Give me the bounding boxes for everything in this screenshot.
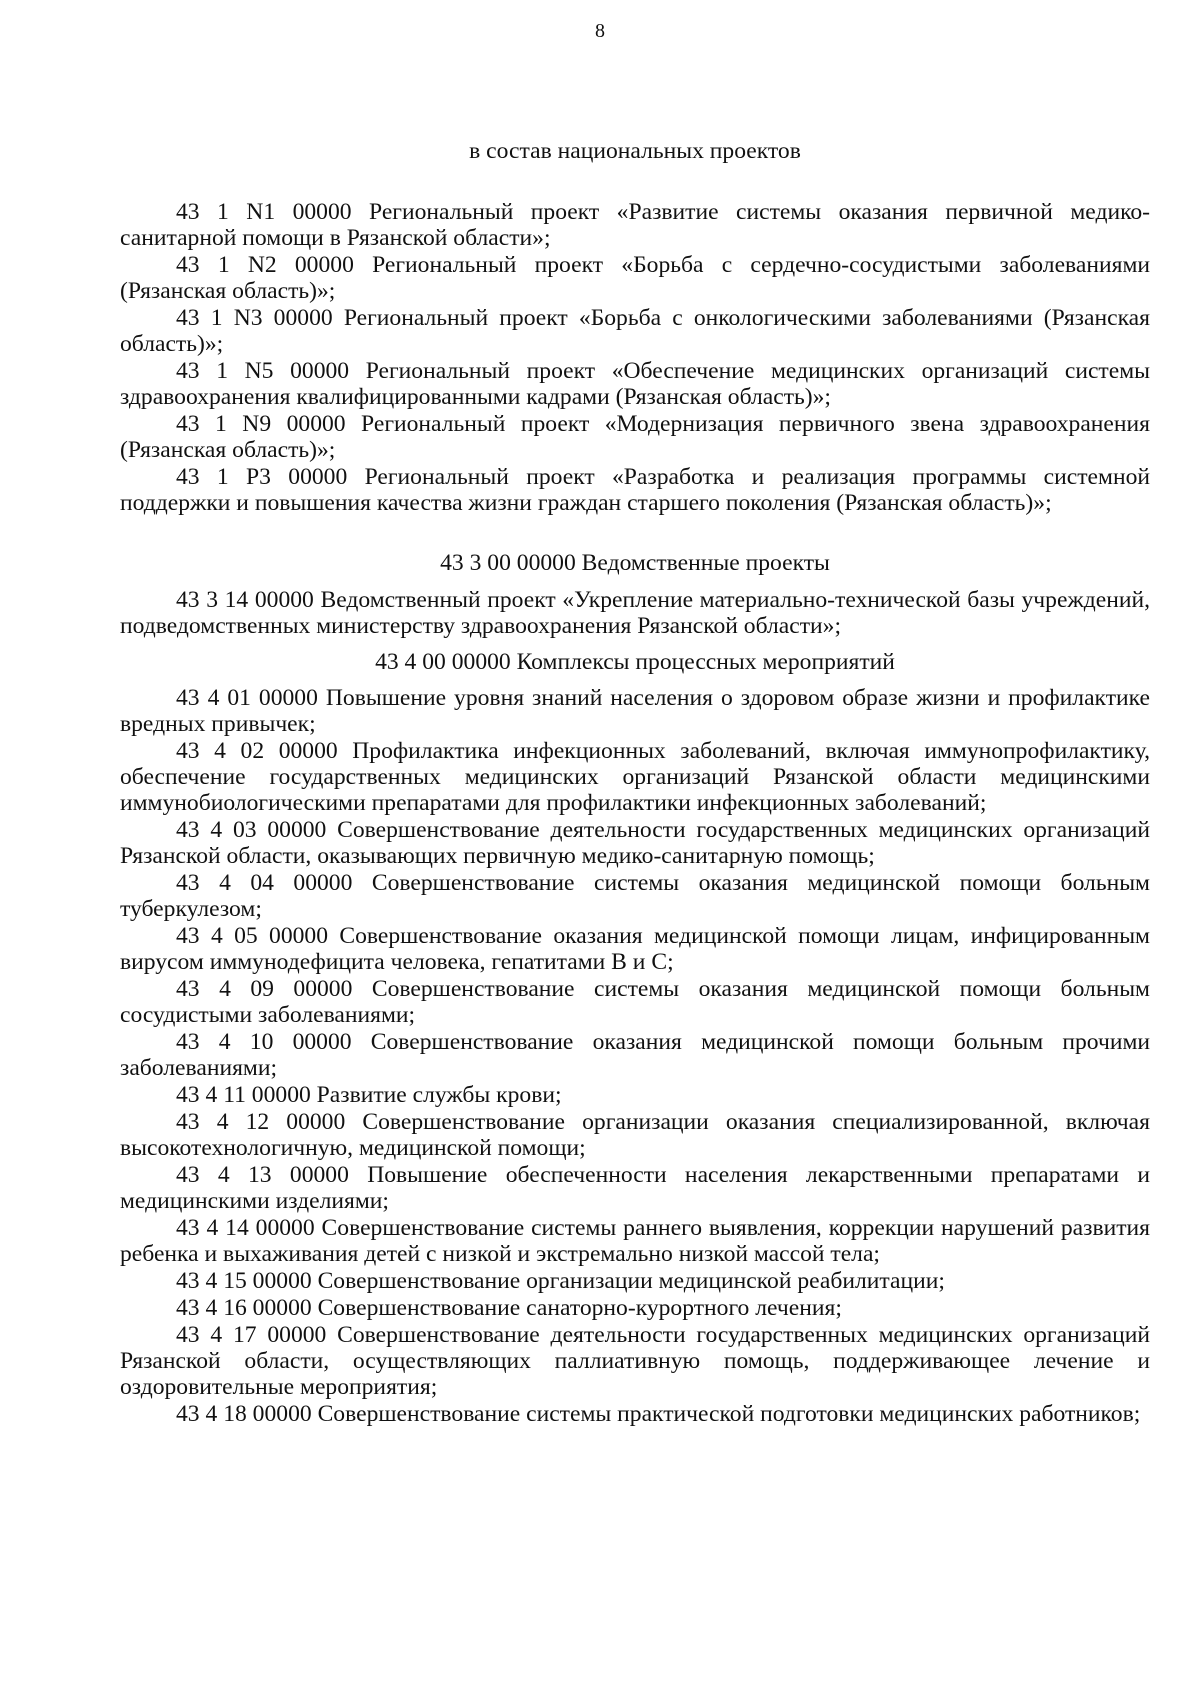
process-item: 43 4 10 00000 Совершенствование оказания медицинской помощи больным прочими заболеваниями; bbox=[120, 1029, 1150, 1081]
process-item: 43 4 18 00000 Совершенствование системы практической подготовки медицинских работников; bbox=[176, 1401, 1141, 1427]
process-item: 43 4 14 00000 Совершенствование системы раннего выявления, коррекции нарушений развития ребенка и выхаживания детей с низкой и экстремально низкой массой тела; bbox=[120, 1215, 1150, 1267]
departmental-projects-list bbox=[120, 587, 1150, 639]
process-item: 43 4 03 00000 Совершенствование деятельности государственных медицинских организаций Рязанской области, оказывающих первичную медико-санитарную помощь; bbox=[120, 817, 1150, 869]
process-item: 43 4 02 00000 Профилактика инфекционных заболеваний, включая иммунопрофилактику, обеспечение государственных медицинских организаций Рязанской области медицинскими иммунобиологическими препаратами для профилактики инфекционных заболеваний; bbox=[120, 738, 1150, 816]
national-project-item: 43 1 N9 00000 Региональный проект «Модернизация первичного звена здравоохранения (Рязанская область)»; bbox=[120, 411, 1150, 463]
national-project-item: 43 1 N3 00000 Региональный проект «Борьба с онкологическими заболеваниями (Рязанская область)»; bbox=[120, 305, 1150, 357]
process-item: 43 4 12 00000 Совершенствование организации оказания специализированной, включая высокотехнологичную, медицинской помощи; bbox=[120, 1109, 1150, 1161]
document-body bbox=[120, 138, 1150, 1428]
process-item: 43 4 11 00000 Развитие службы крови; bbox=[176, 1082, 562, 1108]
departmental-project-item: 43 3 14 00000 Ведомственный проект «Укрепление материально-технической базы учреждений, подведомственных министерству здравоохранения Рязанской области»; bbox=[120, 587, 1150, 639]
national-project-item: 43 1 P3 00000 Региональный проект «Разработка и реализация программы системной поддержки и повышения качества жизни граждан старшего поколения (Рязанская область)»; bbox=[120, 464, 1150, 516]
process-item: 43 4 09 00000 Совершенствование системы оказания медицинской помощи больным сосудистыми заболеваниями; bbox=[120, 976, 1150, 1028]
national-projects-list bbox=[120, 199, 1150, 516]
process-item: 43 4 16 00000 Совершенствование санаторно-курортного лечения; bbox=[176, 1295, 842, 1321]
national-project-item: 43 1 N5 00000 Региональный проект «Обеспечение медицинских организаций системы здравоохранения квалифицированными кадрами (Рязанская область)»; bbox=[120, 358, 1150, 410]
intro-line: в состав национальных проектов bbox=[469, 138, 801, 164]
process-measures-heading: 43 4 00 00000 Комплексы процессных мероприятий bbox=[375, 649, 895, 675]
process-item: 43 4 13 00000 Повышение обеспеченности населения лекарственными препаратами и медицинскими изделиями; bbox=[120, 1162, 1150, 1214]
process-item: 43 4 17 00000 Совершенствование деятельности государственных медицинских организаций Рязанской области, осуществляющих паллиативную помощь, поддерживающее лечение и оздоровительные мероприятия; bbox=[120, 1322, 1150, 1400]
national-project-item: 43 1 N1 00000 Региональный проект «Развитие системы оказания первичной медико-санитарной помощи в Рязанской области»; bbox=[120, 199, 1150, 251]
national-project-item: 43 1 N2 00000 Региональный проект «Борьба с сердечно-сосудистыми заболеваниями (Рязанская область)»; bbox=[120, 252, 1150, 304]
departmental-projects-heading: 43 3 00 00000 Ведомственные проекты bbox=[440, 550, 830, 576]
process-item: 43 4 01 00000 Повышение уровня знаний населения о здоровом образе жизни и профилактике вредных привычек; bbox=[120, 685, 1150, 737]
process-item: 43 4 04 00000 Совершенствование системы оказания медицинской помощи больным туберкулезом; bbox=[120, 870, 1150, 922]
process-item: 43 4 05 00000 Совершенствование оказания медицинской помощи лицам, инфицированным вирусом иммунодефицита человека, гепатитами В и С; bbox=[120, 923, 1150, 975]
process-measures-list bbox=[120, 685, 1150, 1427]
process-item: 43 4 15 00000 Совершенствование организации медицинской реабилитации; bbox=[176, 1268, 945, 1294]
page-number: 8 bbox=[595, 20, 605, 42]
